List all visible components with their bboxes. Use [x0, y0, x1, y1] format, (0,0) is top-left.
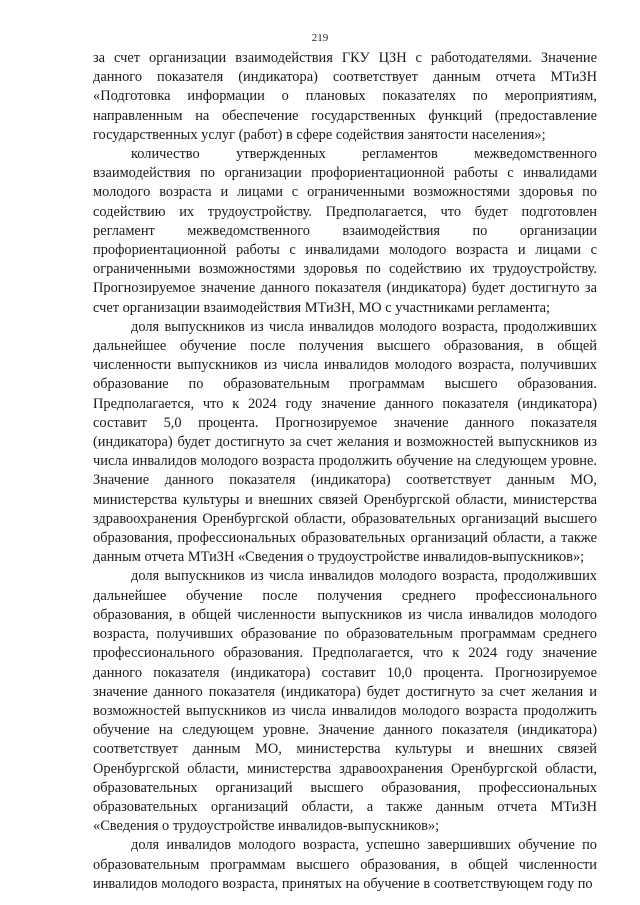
body-text	[93, 49, 597, 894]
paragraph-vocational-education-graduates: доля выпускников из числа инвалидов молодого возраста, продолживших дальнейшее обучение после получения среднего профессионального образования, в общей численности выпускников из числа инвалидов молодого возраста, получивших образование по образовательным программам среднего профессионального образования. Предполагается, что к 2024 году значение данного показателя (индикатора) составит 10,0 процента. Прогнозируемое значение данного показателя (индикатора) будет достигнуто за счет желания и возможностей выпускников из числа инвалидов молодого возраста продолжить обучение на следующем уровне. Значение данного показателя (индикатора) соответствует данным МО, министерства культуры и внешних связей Оренбургской области, министерства здравоохранения Оренбургской области, образовательных организаций высшего образования, профессиональных образовательных организаций области, а также данным отчета МТиЗН «Сведения о трудоустройстве инвалидов-выпускников»;	[93, 568, 597, 835]
paragraph-completed-higher-education: доля инвалидов молодого возраста, успешно завершивших обучение по образовательным программам высшего образования, в общей численности инвалидов молодого возраста, принятых на обучение в соответствующем году по	[93, 837, 597, 892]
paragraph-continuation: за счет организации взаимодействия ГКУ ЦЗН с работодателями. Значение данного показателя (индикатора) соответствует данным отчета МТиЗН «Подготовка информации о плановых показателях по мероприятиям, направленным на обеспечение государственных функций (предоставление государственных услуг (работ) в сфере содействия занятости населения»;	[93, 50, 597, 143]
paragraph-higher-education-graduates: доля выпускников из числа инвалидов молодого возраста, продолживших дальнейшее обучение после получения высшего образования, в общей численности выпускников из числа инвалидов молодого возраста, получивших образование по образовательным программам высшего образования. Предполагается, что к 2024 году значение данного показателя (индикатора) составит 5,0 процента. Прогнозируемое значение данного показателя (индикатора) будет достигнуто за счет желания и возможностей выпускников из числа инвалидов молодого возраста продолжить обучение на следующем уровне. Значение данного показателя (индикатора) соответствует данным МО, министерства культуры и внешних связей Оренбургской области, министерства здравоохранения Оренбургской области, образовательных организаций высшего образования, профессиональных образовательных организаций области, а также данным отчета МТиЗН «Сведения о трудоустройстве инвалидов-выпускников»;	[93, 318, 597, 566]
paragraph-regulations-count: количество утвержденных регламентов межведомственного взаимодействия по организации профориентационной работы с инвалидами молодого возраста и лицами с ограниченными возможностями здоровья по содействию их трудоустройству. Предполагается, что будет подготовлен регламент межведомственного взаимодействия по организации профориентационной работы с инвалидами молодого возраста и лицами с ограниченными возможностями здоровья по содействию их трудоустройству. Прогнозируемое значение данного показателя (индикатора) будет достигнуто за счет организации взаимодействия МТиЗН, МО с участниками регламента;	[93, 146, 597, 316]
page-number: 219	[311, 32, 329, 44]
